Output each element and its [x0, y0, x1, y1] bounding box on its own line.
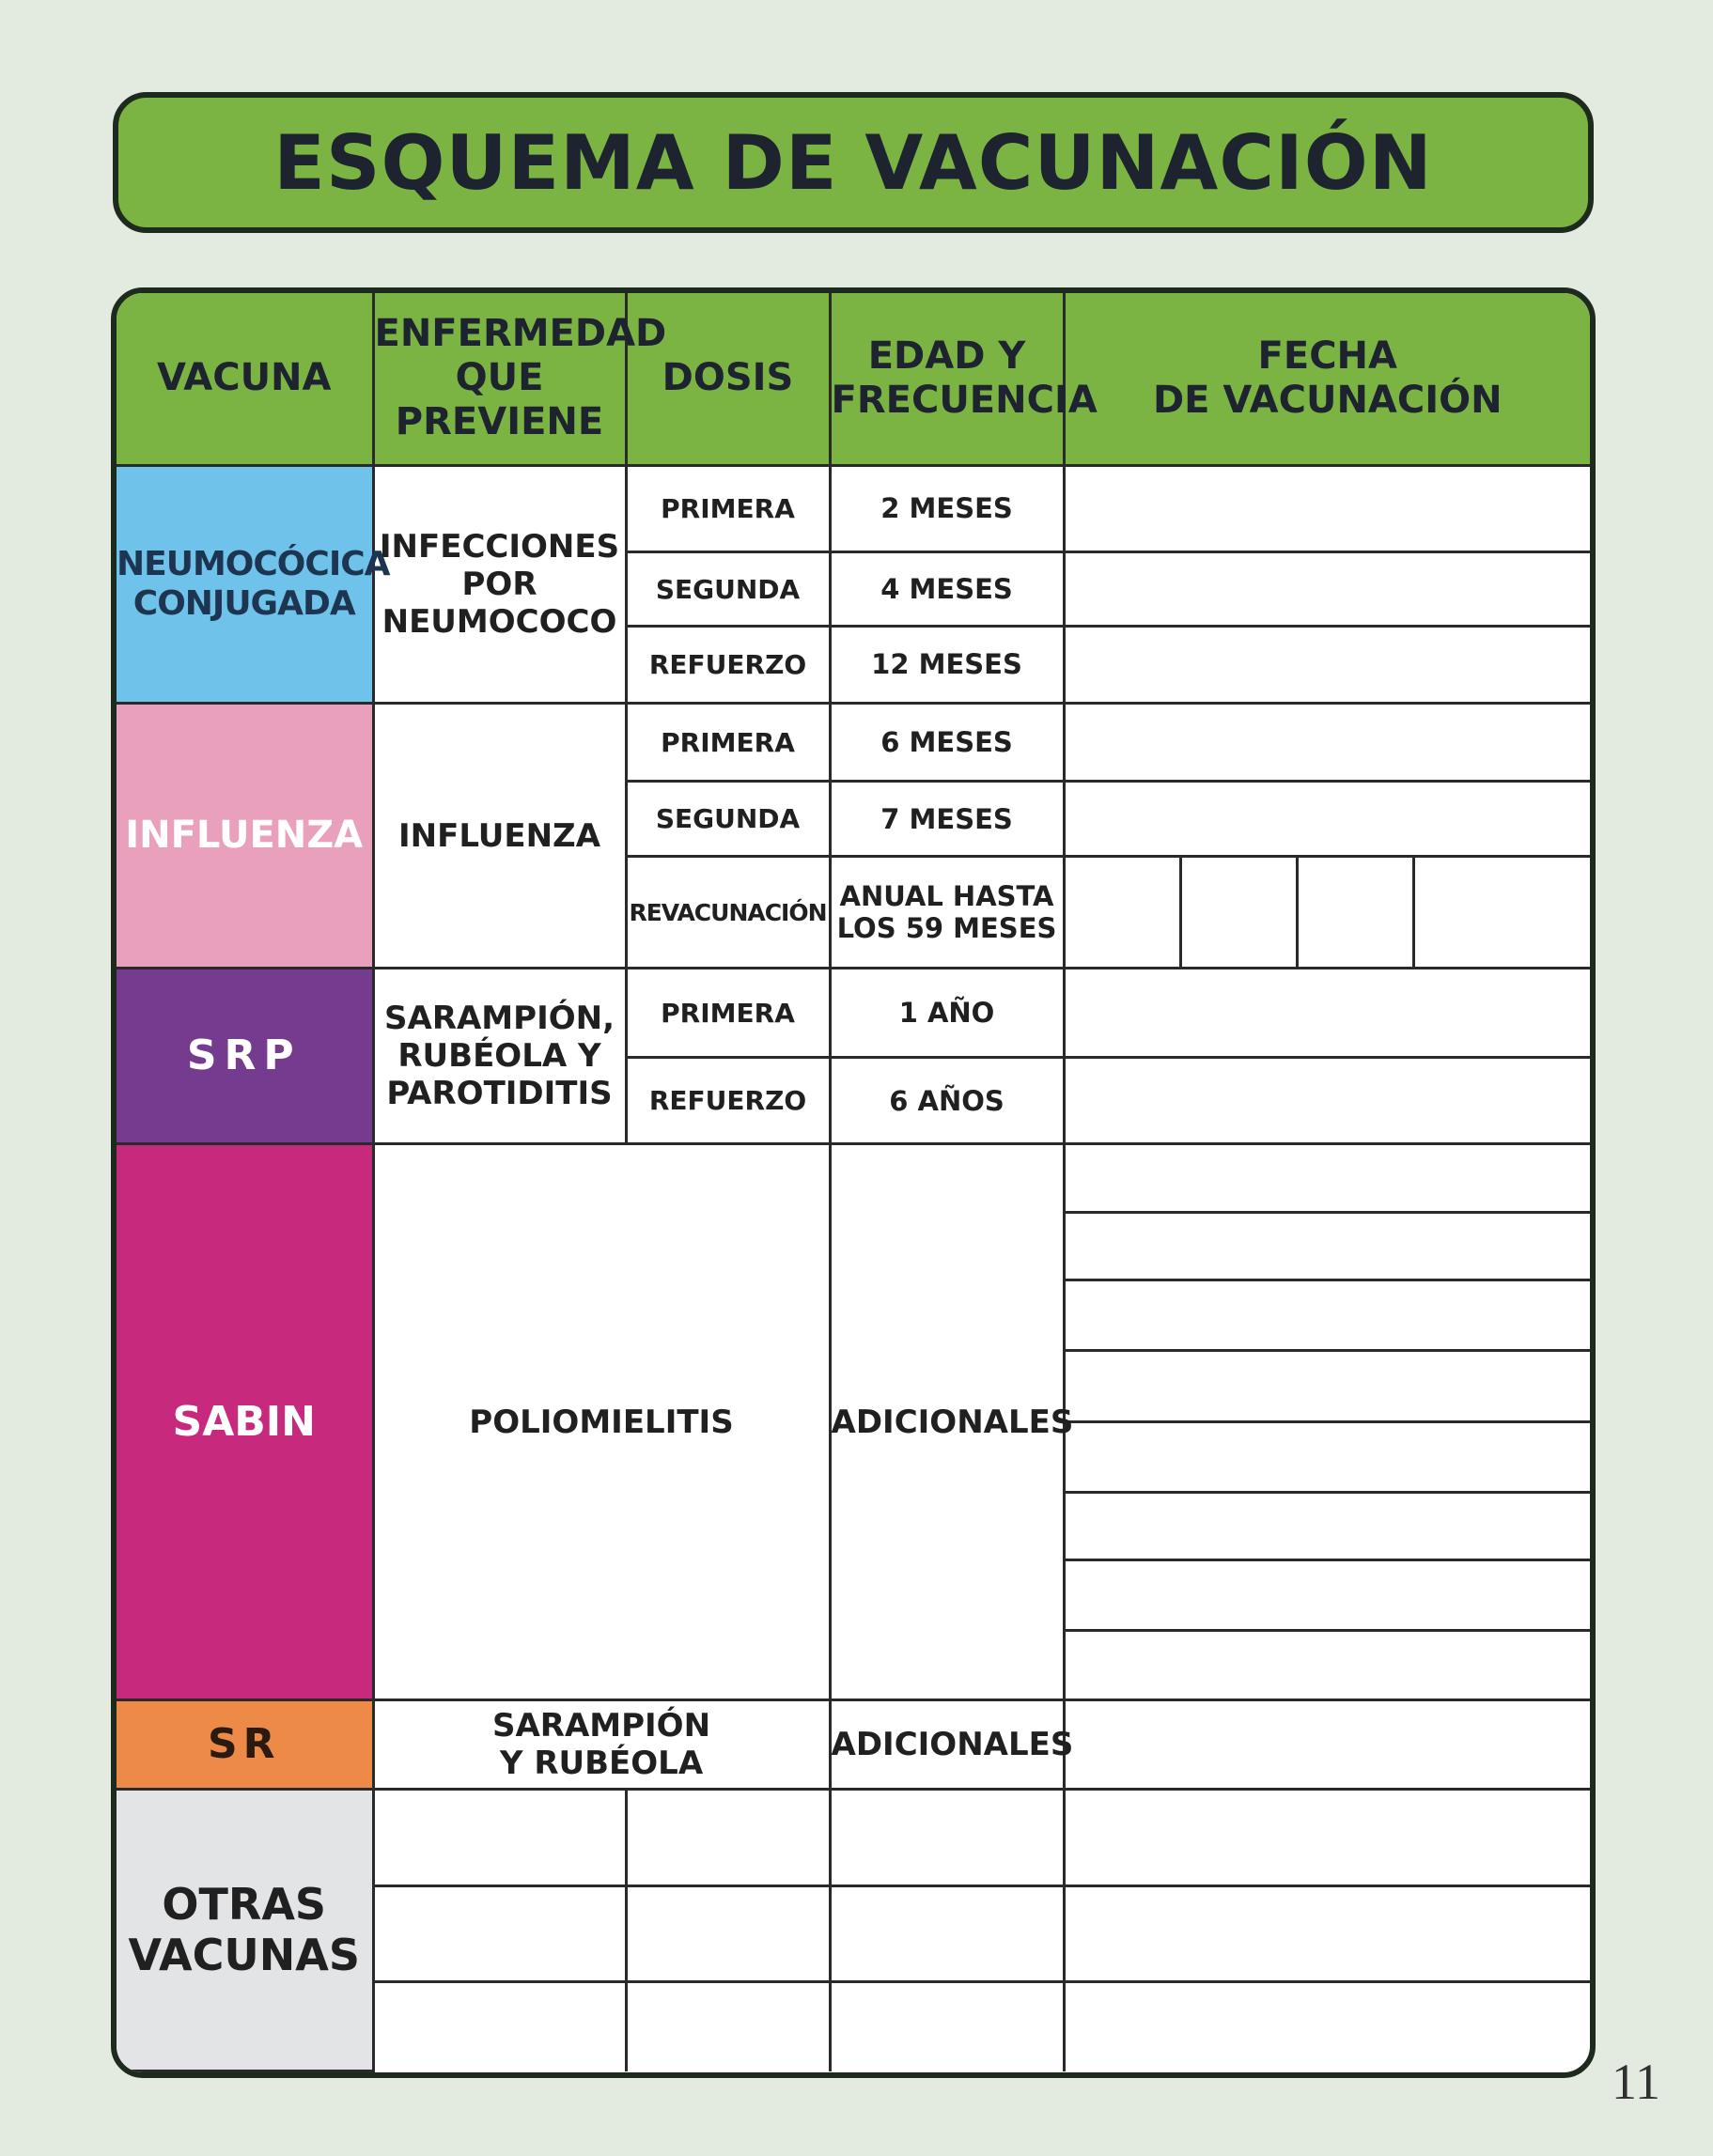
date-field[interactable] [1064, 704, 1590, 782]
date-field[interactable] [1064, 552, 1590, 627]
dose-cell: REFUERZO [626, 1057, 830, 1144]
dose-cell: REFUERZO [626, 626, 830, 704]
blank-cell[interactable] [373, 1885, 626, 1982]
blank-cell[interactable] [373, 1789, 626, 1885]
date-field[interactable] [1064, 1492, 1590, 1559]
date-field[interactable] [1297, 857, 1413, 969]
vaccination-table [111, 287, 1596, 2078]
age-cell: 12 MESES [830, 626, 1064, 704]
blank-cell[interactable] [830, 1982, 1064, 2071]
age-cell: 6 MESES [830, 704, 1064, 782]
table-header-row [117, 293, 1590, 465]
age-cell: 1 AÑO [830, 969, 1064, 1058]
vaccine-influenza: INFLUENZA [117, 704, 373, 969]
vaccine-neumococica: NEUMOCÓCICA CONJUGADA [117, 465, 373, 704]
disease-influenza: INFLUENZA [373, 704, 626, 969]
date-field[interactable] [1064, 969, 1590, 1058]
header-enfermedad: ENFERMEDAD QUE PREVIENE [373, 293, 626, 465]
page-title: ESQUEMA DE VACUNACIÓN [273, 118, 1433, 207]
title-banner [113, 92, 1594, 233]
disease-neumococo: INFECCIONES POR NEUMOCOCO [373, 465, 626, 704]
date-field[interactable] [1064, 1789, 1590, 1885]
header-fecha: FECHA DE VACUNACIÓN [1064, 293, 1590, 465]
blank-cell[interactable] [373, 1982, 626, 2071]
table-row [117, 704, 1590, 782]
blank-cell[interactable] [626, 1885, 830, 1982]
age-cell: 2 MESES [830, 465, 1064, 552]
blank-cell[interactable] [830, 1885, 1064, 1982]
disease-sr: SARAMPIÓN Y RUBÉOLA [373, 1700, 830, 1790]
date-field[interactable] [1064, 857, 1180, 969]
date-field[interactable] [1064, 465, 1590, 552]
age-cell: 4 MESES [830, 552, 1064, 627]
vaccine-otras: OTRAS VACUNAS [117, 1789, 373, 2071]
dose-cell: PRIMERA [626, 704, 830, 782]
table-row [117, 1144, 1590, 1212]
vaccine-srp: SRP [117, 969, 373, 1144]
date-field[interactable] [1064, 626, 1590, 704]
table-row [117, 1789, 1590, 1885]
vaccine-sr: SR [117, 1700, 373, 1790]
header-vacuna: VACUNA [117, 293, 373, 465]
age-cell: ANUAL HASTA LOS 59 MESES [830, 857, 1064, 969]
date-field[interactable] [1413, 857, 1590, 969]
date-field[interactable] [1064, 1560, 1590, 1630]
age-cell: 7 MESES [830, 781, 1064, 857]
date-field[interactable] [1064, 1212, 1590, 1280]
table-row [117, 1700, 1590, 1790]
date-field[interactable] [1064, 1144, 1590, 1212]
disease-poliomielitis: POLIOMIELITIS [373, 1144, 830, 1700]
disease-srp: SARAMPIÓN, RUBÉOLA Y PAROTIDITIS [373, 969, 626, 1144]
header-dosis: DOSIS [626, 293, 830, 465]
table-row [117, 465, 1590, 552]
date-field[interactable] [1064, 1700, 1590, 1790]
dose-adicionales: ADICIONALES [830, 1700, 1064, 1790]
blank-cell[interactable] [830, 1789, 1064, 1885]
vaccine-sabin: SABIN [117, 1144, 373, 1700]
header-edad: EDAD Y FRECUENCIA [830, 293, 1064, 465]
dose-adicionales: ADICIONALES [830, 1144, 1064, 1700]
page-number: 11 [1612, 2054, 1660, 2110]
date-field[interactable] [1064, 1630, 1590, 1699]
dose-cell: PRIMERA [626, 465, 830, 552]
date-field[interactable] [1064, 1885, 1590, 1982]
date-field[interactable] [1064, 1982, 1590, 2071]
date-field[interactable] [1064, 1057, 1590, 1144]
dose-cell: SEGUNDA [626, 552, 830, 627]
dose-cell: SEGUNDA [626, 781, 830, 857]
blank-cell[interactable] [626, 1982, 830, 2071]
date-field[interactable] [1064, 1350, 1590, 1422]
table-row [117, 969, 1590, 1058]
date-field[interactable] [1064, 1422, 1590, 1492]
age-cell: 6 AÑOS [830, 1057, 1064, 1144]
dose-cell: PRIMERA [626, 969, 830, 1058]
date-field[interactable] [1064, 781, 1590, 857]
date-field[interactable] [1180, 857, 1297, 969]
blank-cell[interactable] [626, 1789, 830, 1885]
dose-cell: REVACUNACIÓN [626, 857, 830, 969]
date-field[interactable] [1064, 1280, 1590, 1350]
